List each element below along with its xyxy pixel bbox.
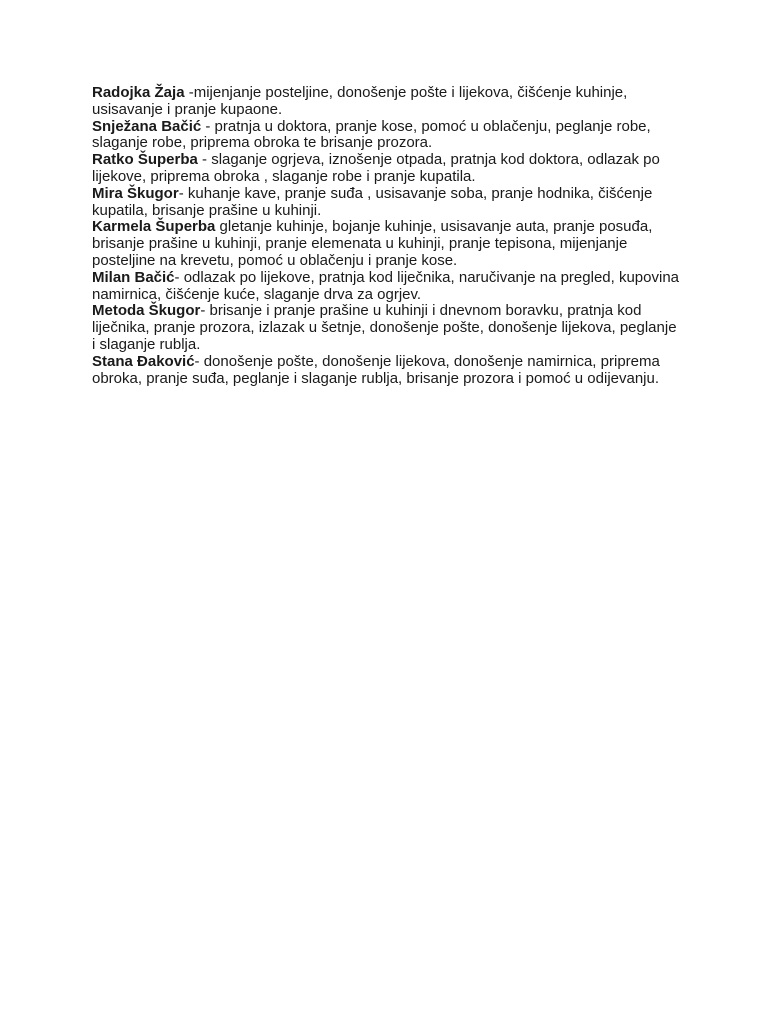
person-name: Snježana Bačić: [92, 117, 202, 135]
entry: [92, 186, 682, 220]
person-name: Milan Bačić: [92, 268, 175, 286]
person-name: Mira Škugor: [92, 184, 179, 202]
entry: [92, 354, 682, 388]
entry: [92, 85, 682, 119]
task-list: - pratnja u doktora, pranje kose, pomoć u oblačenju, peglanje robe, slaganje robe, priprema obroka te brisanje prozora.: [92, 117, 651, 152]
entry: [92, 119, 682, 153]
task-list: - kuhanje kave, pranje suđa , usisavanje soba, pranje hodnika, čišćenje kupatila, brisanje prašine u kuhinji.: [92, 184, 653, 219]
task-list: gletanje kuhinje, bojanje kuhinje, usisavanje auta, pranje posuđa, brisanje prašine u kuhinji, pranje elemenata u kuhinji, pranje tepisona, mijenjanje posteljine na krevetu, pomoć u oblačenju i pranje kose.: [92, 218, 653, 269]
entry: [92, 303, 682, 353]
person-name: Ratko Šuperba: [92, 151, 198, 169]
task-list: - donošenje pošte, donošenje lijekova, donošenje namirnica, priprema obroka, pranje suđa, peglanje i slaganje rublja, brisanje prozora i pomoć u odijevanju.: [92, 352, 660, 387]
task-list: - slaganje ogrjeva, iznošenje otpada, pratnja kod doktora, odlazak po lijekove, priprema obroka , slaganje robe i pranje kupatila.: [92, 151, 660, 185]
task-list: - brisanje i pranje prašine u kuhinji i dnevnom boravku, pratnja kod liječnika, pranje prozora, izlazak u šetnje, donošenje pošte, donošenje lijekova, peglanje i slaganje rublja.: [92, 302, 677, 353]
entry: [92, 219, 682, 269]
person-name: Radojka Žaja: [92, 84, 185, 101]
person-name: Karmela Šuperba: [92, 218, 216, 236]
person-name: Stana Đaković: [92, 352, 195, 370]
entry: [92, 152, 682, 186]
entry: [92, 270, 682, 304]
person-name: Metoda Škugor: [92, 302, 201, 320]
task-list: -mijenjanje posteljine, donošenje pošte i lijekova, čišćenje kuhinje, usisavanje i pranje kupaone.: [92, 84, 628, 118]
document-body: [92, 85, 682, 387]
task-list: - odlazak po lijekove, pratnja kod liječnika, naručivanje na pregled, kupovina namirnica, čišćenje kuće, slaganje drva za ogrjev.: [92, 268, 680, 303]
